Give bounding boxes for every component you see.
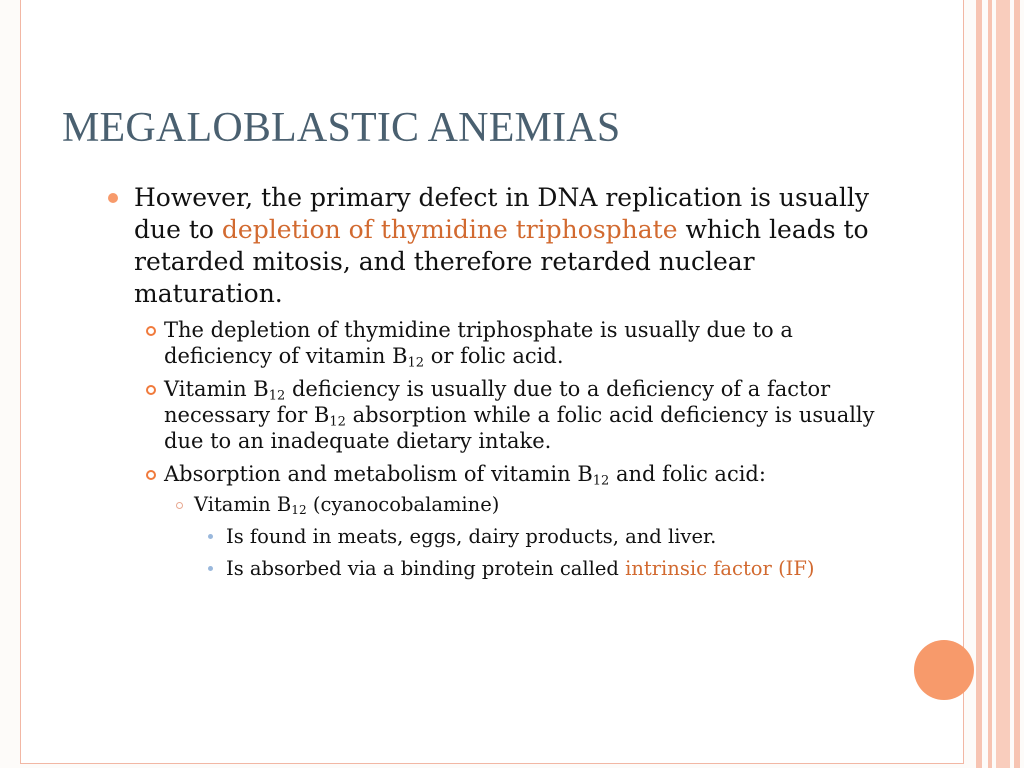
bullet-icon xyxy=(108,193,118,203)
slide-title: MEGALOBLASTIC ANEMIAS xyxy=(62,105,621,151)
bullet-level2: Vitamin $B_{12}$ deficiency is usually due to a deficiency of a factor necessary for $B_{12}$ absorption while a folic acid deficiency is usually due to an inadequate dietary intake. xyxy=(146,376,898,454)
bullet-icon xyxy=(208,534,213,539)
decor-circle xyxy=(914,640,974,700)
bullet-icon xyxy=(146,385,156,395)
slide-body xyxy=(108,182,898,581)
bullet-level3: Vitamin $B_{12}$ (cyanocobalamine) xyxy=(176,493,898,517)
bullet-level1: However, the primary defect in DNA replication is usually due to depletion of thymidine triphosphate which leads to retarded mitosis, and therefore retarded nuclear maturation. xyxy=(108,182,898,310)
decor-stripe xyxy=(1014,0,1020,768)
decor-stripe xyxy=(988,0,992,768)
bullet-level4: Is found in meats, eggs, dairy products, and liver. xyxy=(204,525,898,549)
bullet-level2: The depletion of thymidine triphosphate is usually due to a deficiency of vitamin $B_{12}$ or folic acid. xyxy=(146,317,898,369)
bullet-icon xyxy=(176,502,183,509)
bullet-level2: Absorption and metabolism of vitamin $B_{12}$ and folic acid: xyxy=(146,461,898,487)
highlight-text: intrinsic factor (IF) xyxy=(625,557,815,580)
bullet-icon xyxy=(208,566,213,571)
highlight-text: depletion of thymidine triphosphate xyxy=(221,215,678,244)
decor-stripe xyxy=(996,0,1010,768)
decor-stripe xyxy=(976,0,982,768)
bullet-icon xyxy=(146,326,156,336)
bullet-icon xyxy=(146,470,156,480)
bullet-level4: Is absorbed via a binding protein called intrinsic factor (IF) xyxy=(204,557,898,581)
